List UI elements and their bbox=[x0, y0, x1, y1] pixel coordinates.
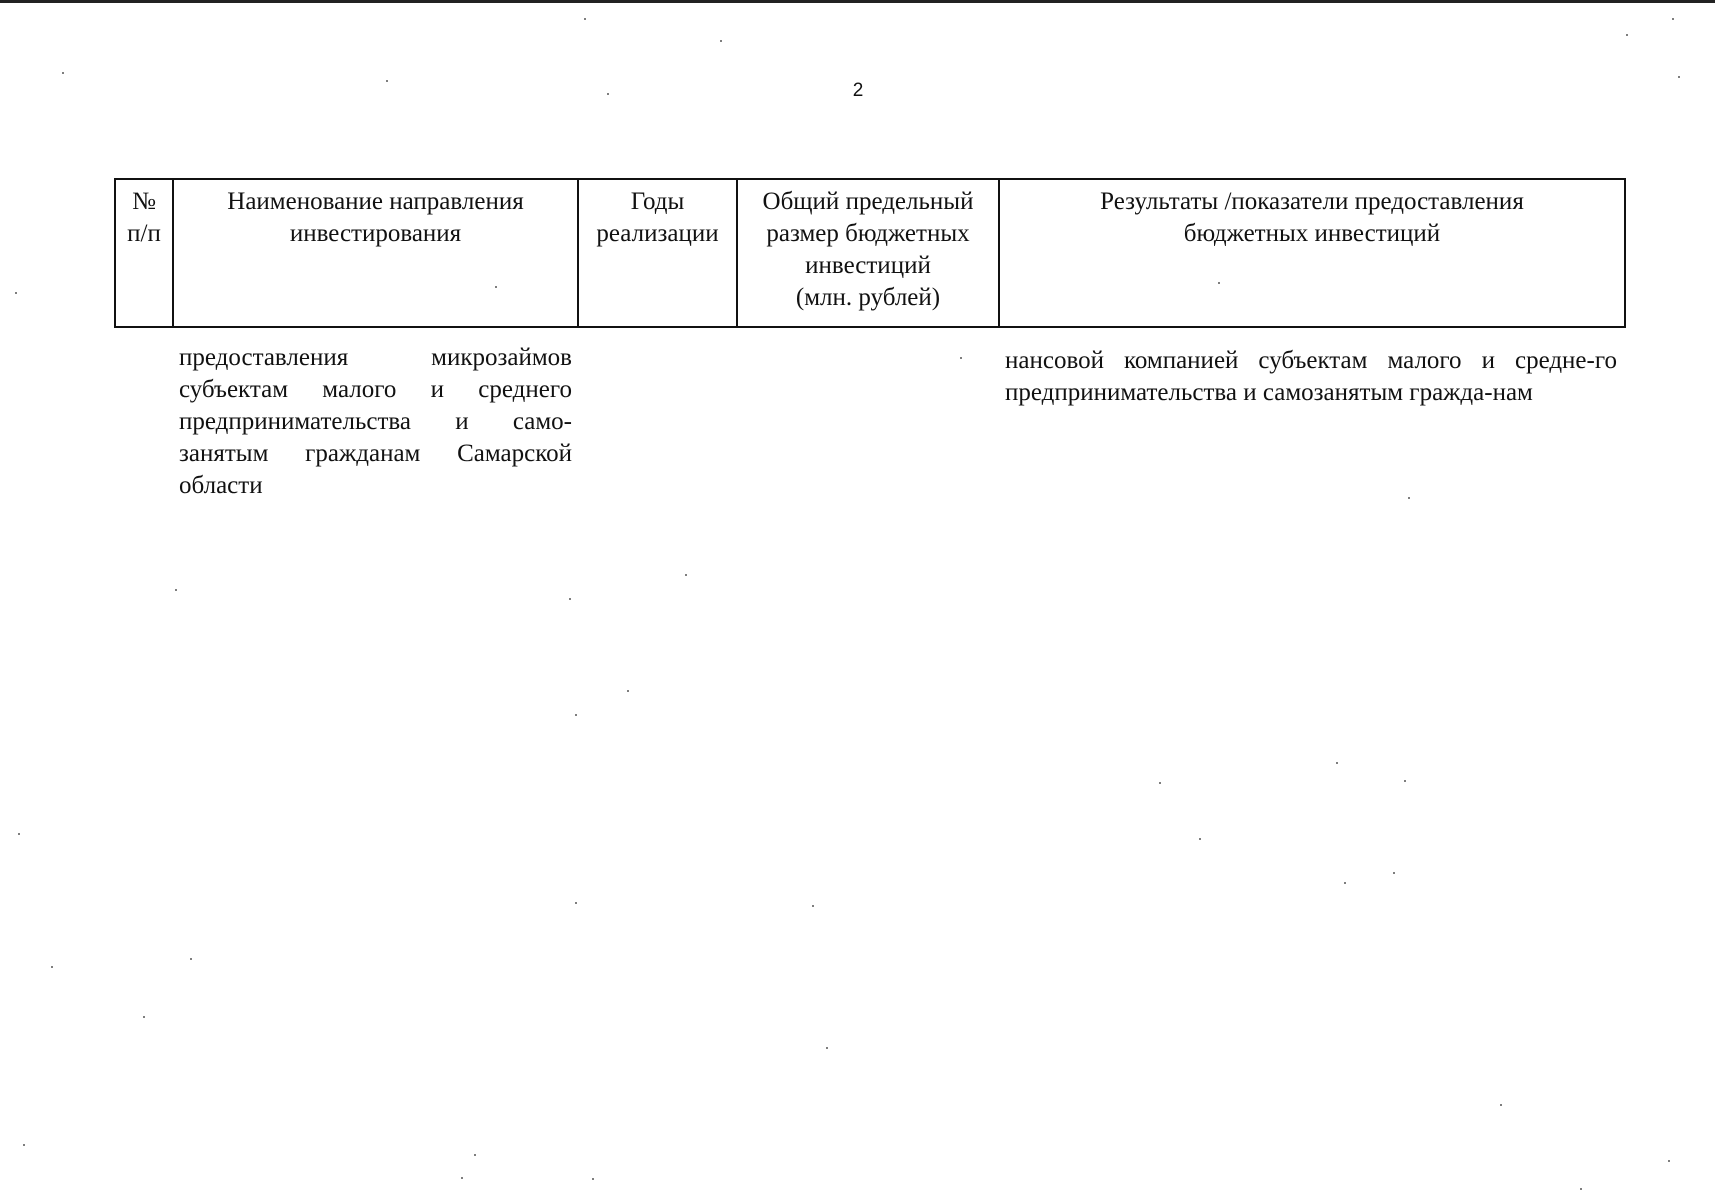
scan-speck bbox=[175, 589, 177, 591]
scan-speck bbox=[15, 292, 17, 294]
scan-speck bbox=[18, 833, 20, 835]
scan-speck bbox=[569, 598, 571, 600]
scan-speck bbox=[607, 93, 609, 95]
scan-speck bbox=[23, 1144, 25, 1146]
scan-speck bbox=[1344, 882, 1346, 884]
scan-speck bbox=[575, 714, 577, 716]
scan-speck bbox=[495, 286, 497, 288]
page-number: 2 bbox=[852, 80, 864, 101]
scan-speck bbox=[1580, 1188, 1582, 1190]
scan-speck bbox=[1404, 780, 1406, 782]
header-years: Годы реализации bbox=[578, 179, 737, 327]
scan-speck bbox=[1218, 282, 1220, 284]
scan-speck bbox=[1626, 34, 1628, 36]
scan-speck bbox=[592, 1178, 594, 1180]
direction-continuation-text: предоставления микрозаймов субъектам малого и среднего предпринимательства и само-занятым гражданам Самарской области bbox=[179, 344, 572, 499]
scan-speck bbox=[960, 357, 962, 359]
scan-speck bbox=[1500, 1104, 1502, 1106]
scan-speck bbox=[685, 574, 687, 576]
scan-speck bbox=[1393, 872, 1395, 874]
scan-speck bbox=[1336, 762, 1338, 764]
scan-speck bbox=[143, 1016, 145, 1018]
header-row bbox=[115, 179, 1625, 327]
scan-speck bbox=[1199, 838, 1201, 840]
scan-speck bbox=[51, 966, 53, 968]
results-continuation-text: нансовой компанией субъектам малого и средне-го предпринимательства и самозанятым гражда-нам bbox=[1005, 347, 1617, 406]
header-direction-name: Наименование направления инвестирования bbox=[173, 179, 578, 327]
scan-speck bbox=[386, 80, 388, 82]
scan-speck bbox=[190, 958, 192, 960]
scan-speck bbox=[1668, 1160, 1670, 1162]
scan-speck bbox=[720, 40, 722, 42]
investment-table-header bbox=[114, 178, 1626, 328]
scan-speck bbox=[584, 18, 586, 20]
scan-speck bbox=[575, 902, 577, 904]
scan-speck bbox=[826, 1047, 828, 1049]
scan-speck bbox=[1159, 782, 1161, 784]
scan-speck bbox=[812, 905, 814, 907]
scan-speck bbox=[627, 690, 629, 692]
scan-speck bbox=[1672, 18, 1674, 20]
scan-speck bbox=[62, 72, 64, 74]
top-border-line bbox=[0, 0, 1715, 3]
header-results: Результаты /показатели предоставления бюджетных инвестиций bbox=[999, 179, 1625, 327]
scan-speck bbox=[474, 1154, 476, 1156]
header-number: № п/п bbox=[115, 179, 173, 327]
header-total-budget: Общий предельный размер бюджетных инвестиций (млн. рублей) bbox=[737, 179, 999, 327]
scan-speck bbox=[1678, 76, 1680, 78]
scan-speck bbox=[1408, 497, 1410, 499]
scan-speck bbox=[461, 1177, 463, 1179]
